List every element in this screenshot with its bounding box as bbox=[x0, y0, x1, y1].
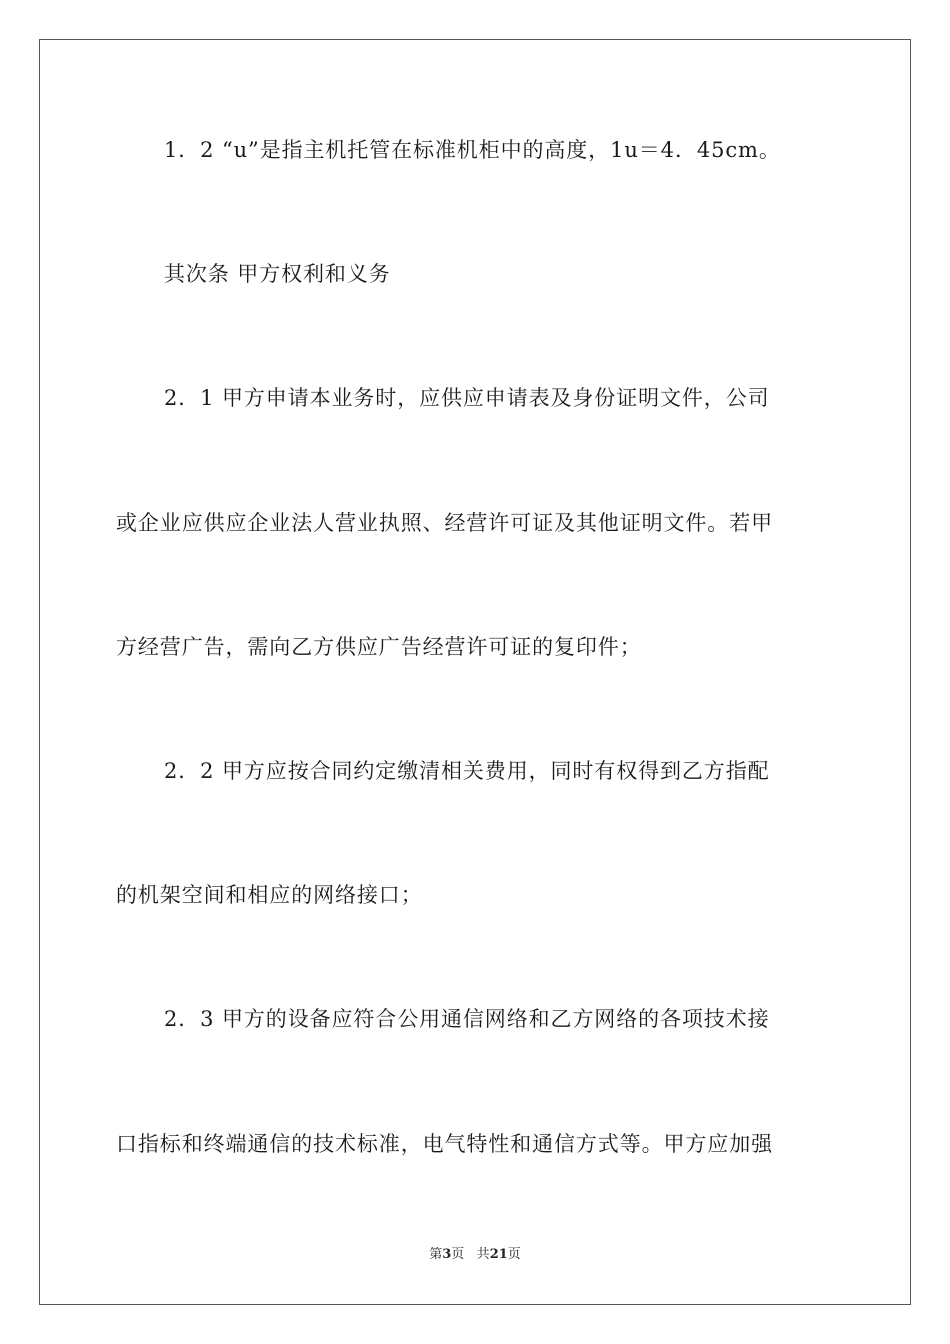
text-line-1: 1．2 “u”是指主机托管在标准机柜中的高度，1u＝4．45cm。 bbox=[164, 138, 781, 162]
text-line-8: 2．3 甲方的设备应符合公用通信网络和乙方网络的各项技术接 bbox=[164, 1007, 770, 1031]
page-prefix: 第 bbox=[429, 1247, 443, 1262]
text-line-2: 其次条 甲方权利和义务 bbox=[164, 262, 391, 286]
text-line-9: 口指标和终端通信的技术标准，电气特性和通信方式等。甲方应加强 bbox=[116, 1132, 773, 1156]
text-line-3: 2．1 甲方申请本业务时，应供应申请表及身份证明文件，公司 bbox=[164, 386, 770, 410]
page-footer bbox=[0, 1246, 950, 1264]
total-pages: 21 bbox=[489, 1247, 508, 1262]
total-prefix: 共 bbox=[476, 1247, 490, 1262]
page-number: 3 bbox=[442, 1247, 452, 1262]
page-border bbox=[39, 39, 911, 1305]
text-line-5: 方经营广告，需向乙方供应广告经营许可证的复印件； bbox=[116, 635, 642, 659]
total-suffix: 页 bbox=[507, 1247, 521, 1262]
text-line-6: 2．2 甲方应按合同约定缴清相关费用，同时有权得到乙方指配 bbox=[164, 759, 770, 783]
text-line-7: 的机架空间和相应的网络接口； bbox=[116, 883, 423, 907]
text-line-4: 或企业应供应企业法人营业执照、经营许可证及其他证明文件。若甲 bbox=[116, 511, 773, 535]
page-suffix: 页 bbox=[451, 1247, 465, 1262]
